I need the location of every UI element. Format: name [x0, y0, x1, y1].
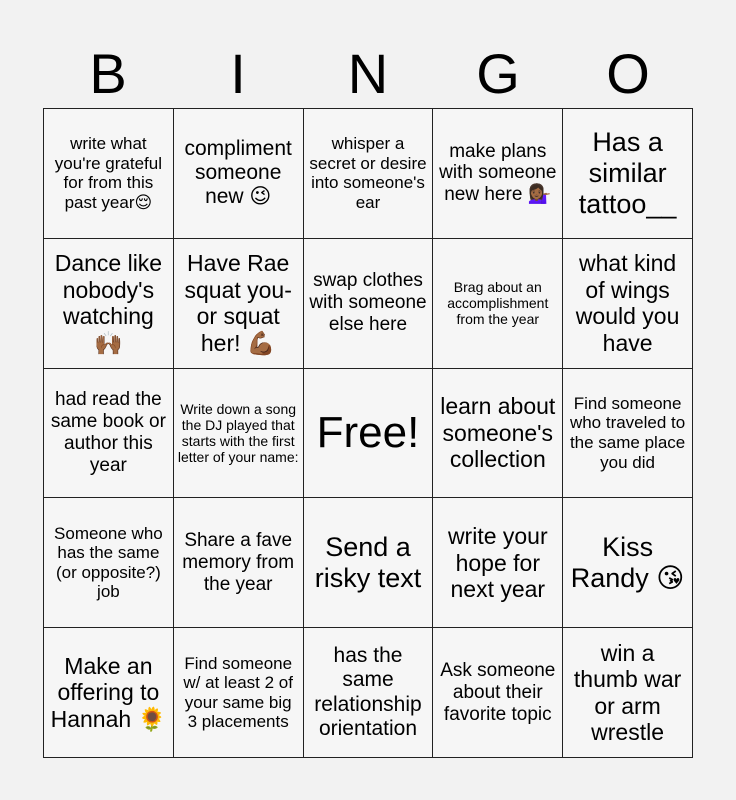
- bingo-cell[interactable]: make plans with someone new here 💁🏾‍♀️: [433, 109, 563, 239]
- header-letter-n: N: [347, 42, 389, 105]
- bingo-cell[interactable]: what kind of wings would you have: [563, 239, 693, 369]
- bingo-cell[interactable]: Ask someone about their favorite topic: [433, 628, 563, 758]
- bingo-cell[interactable]: Someone who has the same (or opposite?) job: [44, 498, 174, 628]
- bingo-cell[interactable]: Have Rae squat you- or squat her! 💪🏾: [174, 239, 304, 369]
- bingo-cell[interactable]: swap clothes with someone else here: [304, 239, 434, 369]
- bingo-cell[interactable]: compliment someone new 😉: [174, 109, 304, 239]
- bingo-cell[interactable]: Kiss Randy 😘: [563, 498, 693, 628]
- header-letter-o: O: [606, 42, 650, 105]
- bingo-cell[interactable]: Dance like nobody's watching 🙌🏾: [44, 239, 174, 369]
- bingo-cell[interactable]: learn about someone's collection: [433, 369, 563, 499]
- bingo-cell[interactable]: Send a risky text: [304, 498, 434, 628]
- header-letter-i: I: [230, 42, 246, 105]
- bingo-cell[interactable]: has the same relationship orientation: [304, 628, 434, 758]
- bingo-header: [43, 40, 693, 108]
- header-letter-g: G: [476, 42, 520, 105]
- bingo-cell[interactable]: Has a similar tattoo__: [563, 109, 693, 239]
- bingo-cell[interactable]: Find someone who traveled to the same place you did: [563, 369, 693, 499]
- bingo-cell[interactable]: write what you're grateful for from this past year😌: [44, 109, 174, 239]
- bingo-cell[interactable]: Brag about an accomplishment from the year: [433, 239, 563, 369]
- bingo-board: [43, 108, 693, 758]
- bingo-cell[interactable]: Write down a song the DJ played that starts with the first letter of your name:: [174, 369, 304, 499]
- bingo-cell[interactable]: write your hope for next year: [433, 498, 563, 628]
- bingo-cell[interactable]: Share a fave memory from the year: [174, 498, 304, 628]
- bingo-cell[interactable]: Find someone w/ at least 2 of your same big 3 placements: [174, 628, 304, 758]
- bingo-cell[interactable]: win a thumb war or arm wrestle: [563, 628, 693, 758]
- bingo-cell[interactable]: Make an offering to Hannah 🌻: [44, 628, 174, 758]
- header-letter-b: B: [89, 42, 127, 105]
- bingo-cell[interactable]: whisper a secret or desire into someone's ear: [304, 109, 434, 239]
- free-space-cell[interactable]: Free!: [304, 369, 434, 499]
- bingo-cell[interactable]: had read the same book or author this year: [44, 369, 174, 499]
